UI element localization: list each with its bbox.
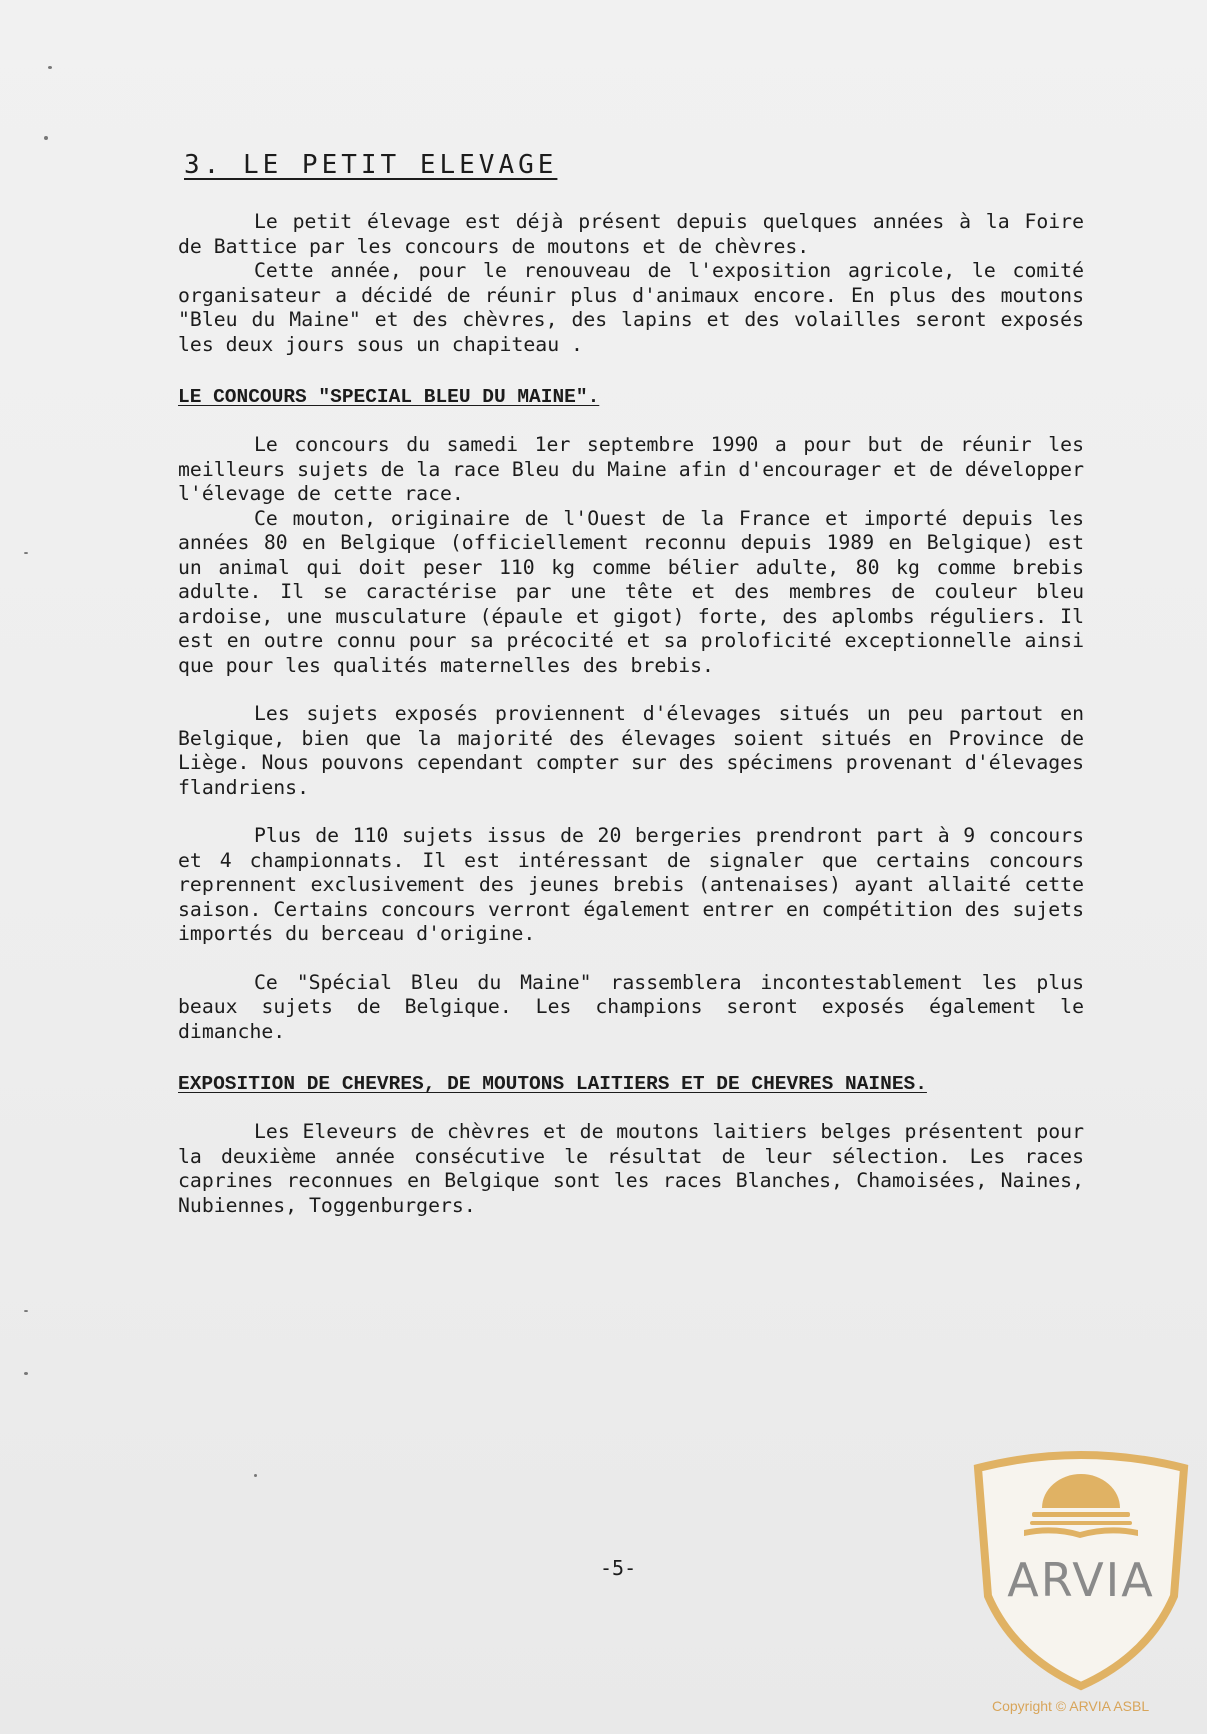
scan-speck [24,1372,28,1375]
section1-paragraph-4: Plus de 110 sujets issus de 20 bergeries prendront part à 9 concours et 4 championnats. Il est intéressant de signaler que certains concours reprennent exclusivement des jeunes brebis (antenaises) ayant allaité cette saison. Certains concours verront également entrer en compétition des sujets importés du berceau d'origine. [178,824,1084,945]
logo-text: ARVIA [1007,1553,1155,1607]
section1-paragraph-5: Ce "Spécial Bleu du Maine" rassemblera incontestablement les plus beaux sujets de Belgique. Les champions seront exposés également le dimanche. [178,970,1084,1043]
section1-paragraph-3: Les sujets exposés proviennent d'élevages situés un peu partout en Belgique, bien que la majorité des élevages soient situés en Province de Liège. Nous pouvons cependant compter sur des spécimens provenant d'élevages flandriens. [178,702,1084,799]
section-title-exposition-chevres: EXPOSITION DE CHEVRES, DE MOUTONS LAITIERS ET DE CHEVRES NAINES. [178,1073,927,1095]
document-body [178,150,1084,1218]
scan-speck [254,1474,257,1477]
page-number: -5- [600,1556,637,1580]
arvia-logo [968,1446,1194,1694]
intro-paragraph-1: Le petit élevage est déjà présent depuis quelques années à la Foire de Battice par les concours de moutons et de chèvres. [178,210,1084,258]
page-heading: 3. LE PETIT ELEVAGE [184,150,558,180]
scan-speck [44,136,48,140]
section1-paragraph-1: Le concours du samedi 1er septembre 1990 a pour but de réunir les meilleurs sujets de la race Bleu du Maine afin d'encourager et de développer l'élevage de cette race. [178,433,1084,505]
scan-speck [48,66,52,69]
intro-paragraph-2: Cette année, pour le renouveau de l'exposition agricole, le comité organisateur a décidé de réunir plus d'animaux encore. En plus des moutons "Bleu du Maine" et des chèvres, des lapins et des volailles seront exposés les deux jours sous un chapiteau . [178,259,1084,356]
section1-paragraph-2: Ce mouton, originaire de l'Ouest de la France et importé depuis les années 80 en Belgique (officiellement reconnu depuis 1989 en Belgique) est un animal qui doit peser 110 kg comme bélier adulte, 80 kg comme brebis adulte. Il se caractérise par une tête et des membres de couleur bleu ardoise, une musculature (épaule et gigot) forte, des aplombs réguliers. Il est en outre connu pour sa précocité et sa proloficité exceptionnelle ainsi que pour les qualités maternelles des brebis. [178,506,1084,677]
scan-speck [24,1310,28,1312]
scan-speck [24,552,28,554]
copyright-notice: Copyright © ARVIA ASBL [992,1698,1150,1714]
section2-paragraph-1: Les Eleveurs de chèvres et de moutons laitiers belges présentent pour la deuxième année consécutive le résultat de leur sélection. Les races caprines reconnues en Belgique sont les races Blanches, Chamoisées, Naines, Nubiennes, Toggenburgers. [178,1120,1084,1217]
section-title-bleu-du-maine: LE CONCOURS "SPECIAL BLEU DU MAINE". [178,386,600,408]
